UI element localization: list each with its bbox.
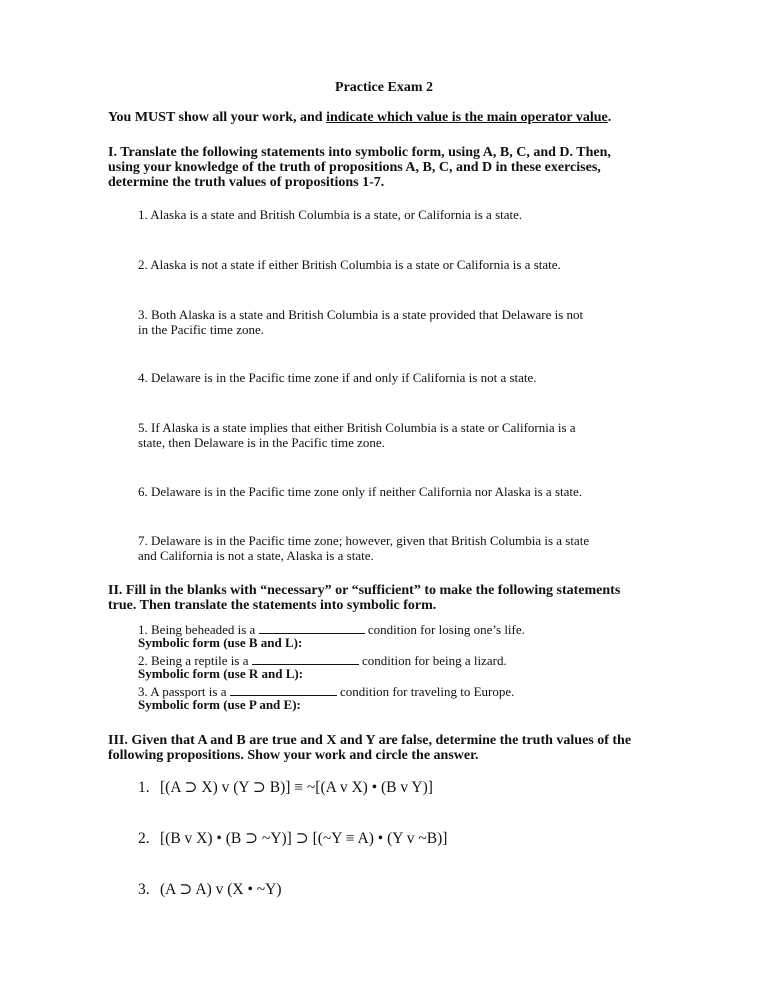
proposition-number: 3. bbox=[138, 881, 150, 898]
item-line: 1. Alaska is a state and British Columbia is a state, or California is a state. bbox=[138, 207, 523, 222]
section-1-item-7 bbox=[138, 533, 668, 563]
fill-in-text-before: 3. A passport is a bbox=[138, 684, 230, 699]
item-line: 3. Both Alaska is a state and British Columbia is a state provided that Delaware is not bbox=[138, 307, 584, 322]
section-1-heading bbox=[108, 145, 678, 190]
section-2-heading bbox=[108, 583, 678, 613]
proposition-3 bbox=[138, 880, 282, 899]
instructions-prefix: You MUST show all your work, and bbox=[108, 110, 327, 125]
section-2-heading-line: true. Then translate the statements into symbolic form. bbox=[108, 598, 437, 613]
proposition-text: [(B v X) • (B ⊃ ~Y)] ⊃ [(~Y ≡ A) • (Y v ~B)] bbox=[160, 830, 448, 847]
proposition-text: [(A ⊃ X) v (Y ⊃ B)] ≡ ~[(A v X) • (B v Y)] bbox=[160, 779, 433, 796]
symbolic-form-label: Symbolic form (use P and E): bbox=[138, 697, 301, 712]
item-line: in the Pacific time zone. bbox=[138, 322, 264, 337]
section-3-heading-line: III. Given that A and B are true and X and Y are false, determine the truth values of the bbox=[108, 733, 632, 748]
section-1-item-5 bbox=[138, 420, 668, 450]
fill-in-blank[interactable] bbox=[252, 653, 359, 665]
item-line: 4. Delaware is in the Pacific time zone if and only if California is not a state. bbox=[138, 370, 537, 385]
section-1-item-1 bbox=[138, 207, 668, 222]
item-line: 6. Delaware is in the Pacific time zone only if neither California nor Alaska is a state. bbox=[138, 484, 583, 499]
section-1-heading-line: using your knowledge of the truth of propositions A, B, C, and D in these exercises, bbox=[108, 160, 601, 175]
section-1-item-3 bbox=[138, 307, 668, 337]
section-1-item-6 bbox=[138, 484, 668, 499]
section-1-heading-line: I. Translate the following statements into symbolic form, using A, B, C, and D. Then, bbox=[108, 145, 611, 160]
section-3-heading bbox=[108, 733, 678, 763]
fill-in-text-after: condition for losing one’s life. bbox=[364, 622, 525, 637]
proposition-1 bbox=[138, 778, 433, 797]
fill-in-text-before: 2. Being a reptile is a bbox=[138, 653, 252, 668]
section-1-heading-line: determine the truth values of propositions 1-7. bbox=[108, 175, 385, 190]
fill-in-text-after: condition for being a lizard. bbox=[358, 653, 507, 668]
instructions-suffix: . bbox=[607, 110, 612, 125]
section-3-heading-line: following propositions. Show your work and circle the answer. bbox=[108, 748, 479, 763]
item-line: and California is not a state, Alaska is a state. bbox=[138, 548, 374, 563]
proposition-2 bbox=[138, 829, 447, 848]
section-1-item-4 bbox=[138, 370, 668, 385]
page-title: Practice Exam 2 bbox=[335, 80, 433, 95]
instructions bbox=[108, 110, 611, 126]
symbolic-form-label: Symbolic form (use R and L): bbox=[138, 666, 304, 681]
item-line: 5. If Alaska is a state implies that either British Columbia is a state or California is a bbox=[138, 420, 576, 435]
instructions-underlined: indicate which value is the main operator value bbox=[326, 110, 608, 125]
proposition-number: 2. bbox=[138, 830, 150, 847]
section-2-heading-line: II. Fill in the blanks with “necessary” or “sufficient” to make the following statements bbox=[108, 583, 621, 598]
item-line: 7. Delaware is in the Pacific time zone; however, given that British Columbia is a state bbox=[138, 533, 590, 548]
fill-in-blank[interactable] bbox=[230, 684, 337, 696]
fill-in-text-after: condition for traveling to Europe. bbox=[336, 684, 515, 699]
section-1-item-2 bbox=[138, 257, 668, 272]
symbolic-form-label: Symbolic form (use B and L): bbox=[138, 635, 303, 650]
proposition-number: 1. bbox=[138, 779, 150, 796]
item-line: 2. Alaska is not a state if either British Columbia is a state or California is a state. bbox=[138, 257, 561, 272]
proposition-text: (A ⊃ A) v (X • ~Y) bbox=[160, 881, 282, 898]
item-line: state, then Delaware is in the Pacific time zone. bbox=[138, 435, 385, 450]
fill-in-blank[interactable] bbox=[259, 622, 365, 634]
fill-in-text-before: 1. Being beheaded is a bbox=[138, 622, 259, 637]
